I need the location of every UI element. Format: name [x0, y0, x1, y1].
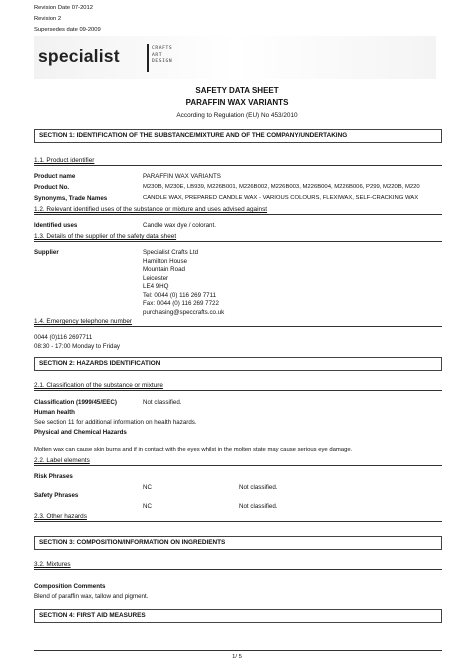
- safety-phrases-label: Safety Phrases: [34, 492, 79, 499]
- section-3-heading: SECTION 3: COMPOSITION/INFORMATION ON INGREDIENTS: [34, 536, 442, 550]
- supplier-email[interactable]: purchasing@speccrafts.co.uk: [143, 308, 225, 316]
- subsection-1-4-title: 1.4. Emergency telephone number: [34, 318, 133, 325]
- subsection-1-2: [34, 206, 442, 215]
- human-health-label: Human health: [34, 409, 75, 416]
- subsection-2-1: [34, 382, 442, 391]
- classification-label: Classification (1999/45/EEC): [34, 399, 117, 406]
- subsection-1-4: [34, 318, 442, 327]
- page-number: 1/ 5: [232, 654, 242, 660]
- product-name-label: Product name: [34, 173, 76, 180]
- subsection-2-3-title: 2.3. Other hazards: [34, 513, 87, 520]
- product-no-label: Product No.: [34, 184, 70, 191]
- subsection-1-1: [34, 157, 442, 166]
- emergency-hours: 08:30 - 17:00 Monday to Friday: [34, 342, 120, 350]
- safety-phrases-value: Not classified.: [239, 503, 278, 510]
- synonyms-label: Synonyms, Trade Names: [34, 195, 108, 202]
- subsection-3-2: [34, 561, 442, 570]
- subsection-2-3: [34, 513, 442, 522]
- subsection-3-2-title: 3.2. Mixtures: [34, 561, 71, 568]
- regulation-text: According to Regulation (EU) No 453/2010: [176, 112, 298, 119]
- synonyms-value: CANDLE WAX, PREPARED CANDLE WAX - VARIOUS COLOURS, FLEXIWAX, SELF-CRACKING WAX: [143, 195, 419, 201]
- logo-wordmark: specialist: [38, 46, 120, 66]
- subsection-2-2: [34, 457, 442, 466]
- revision-number: Revision 2: [34, 16, 62, 22]
- identified-uses-value: Candle wax dye / colorant.: [143, 222, 216, 229]
- supplier-line: Fax: 0044 (0) 116 269 7722: [143, 300, 219, 307]
- supplier-line: Hamilton House: [143, 257, 188, 265]
- logo-tag-art: ART: [152, 52, 163, 58]
- logo-banner: [34, 36, 436, 79]
- composition-comments-text: Blend of paraffin wax, tallow and pigment.: [34, 593, 149, 600]
- subsection-1-3: [34, 233, 442, 242]
- supplier-line: Mountain Road: [143, 266, 185, 273]
- revision-date: Revision Date 07-2012: [34, 5, 93, 11]
- logo-tag-design: DESIGN: [152, 59, 173, 64]
- safety-phrases-code: NC: [143, 503, 152, 510]
- section-2-heading: SECTION 2: HAZARDS IDENTIFICATION: [34, 357, 442, 371]
- product-name-value: PARAFFIN WAX VARIANTS: [143, 173, 221, 180]
- human-health-text: See section 11 for additional information on health hazards.: [34, 419, 197, 426]
- supersedes-date: Supersedes date 09-2009: [34, 27, 101, 33]
- footer-divider: [34, 650, 442, 651]
- phys-chem-text: Molten wax can cause skin burns and if in contact with the eyes whilst in the molten state may cause serious eye damage.: [34, 447, 353, 453]
- supplier-line: Specialist Crafts Ltd: [143, 249, 199, 256]
- section-4-heading: SECTION 4: FIRST AID MEASURES: [34, 609, 442, 623]
- logo-divider: [147, 44, 149, 72]
- subsection-1-2-title: 1.2. Relevant identified uses of the substance or mixture and uses advised against: [34, 206, 268, 213]
- phys-chem-label: Physical and Chemical Hazards: [34, 429, 127, 436]
- supplier-label: Supplier: [34, 249, 59, 256]
- supplier-line: LE4 9HQ: [143, 283, 169, 290]
- subsection-2-1-title: 2.1. Classification of the substance or mixture: [34, 382, 163, 389]
- section-1-heading: SECTION 1: IDENTIFICATION OF THE SUBSTANCE/MIXTURE AND OF THE COMPANY/UNDERTAKING: [34, 129, 442, 143]
- composition-comments-label: Composition Comments: [34, 583, 106, 590]
- document-title: SAFETY DATA SHEET: [195, 86, 279, 95]
- subsection-1-1-title: 1.1. Product identifier: [34, 157, 95, 164]
- supplier-line: Tel: 0044 (0) 116 269 7711: [143, 291, 217, 299]
- emergency-phone: 0044 (0)116 2697711: [34, 334, 93, 341]
- product-no-value: M230B, M230E, LB939, M226B001, M226B002, M226B003, M226B004, M226B006, P299, M220B, M220: [143, 184, 420, 190]
- risk-phrases-value: Not classified.: [239, 484, 278, 491]
- identified-uses-label: Identified uses: [34, 222, 78, 229]
- classification-value: Not classified.: [143, 399, 182, 406]
- product-title: PARAFFIN WAX VARIANTS: [185, 98, 289, 107]
- logo-tagline: [152, 46, 172, 66]
- supplier-line: Leicester: [143, 274, 169, 282]
- risk-phrases-label: Risk Phrases: [34, 473, 73, 480]
- logo-tag-crafts: CRAFTS: [152, 46, 173, 51]
- subsection-1-3-title: 1.3. Details of the supplier of the safety data sheet: [34, 233, 177, 240]
- risk-phrases-code: NC: [143, 484, 152, 491]
- subsection-2-2-title: 2.2. Label elements: [34, 457, 90, 464]
